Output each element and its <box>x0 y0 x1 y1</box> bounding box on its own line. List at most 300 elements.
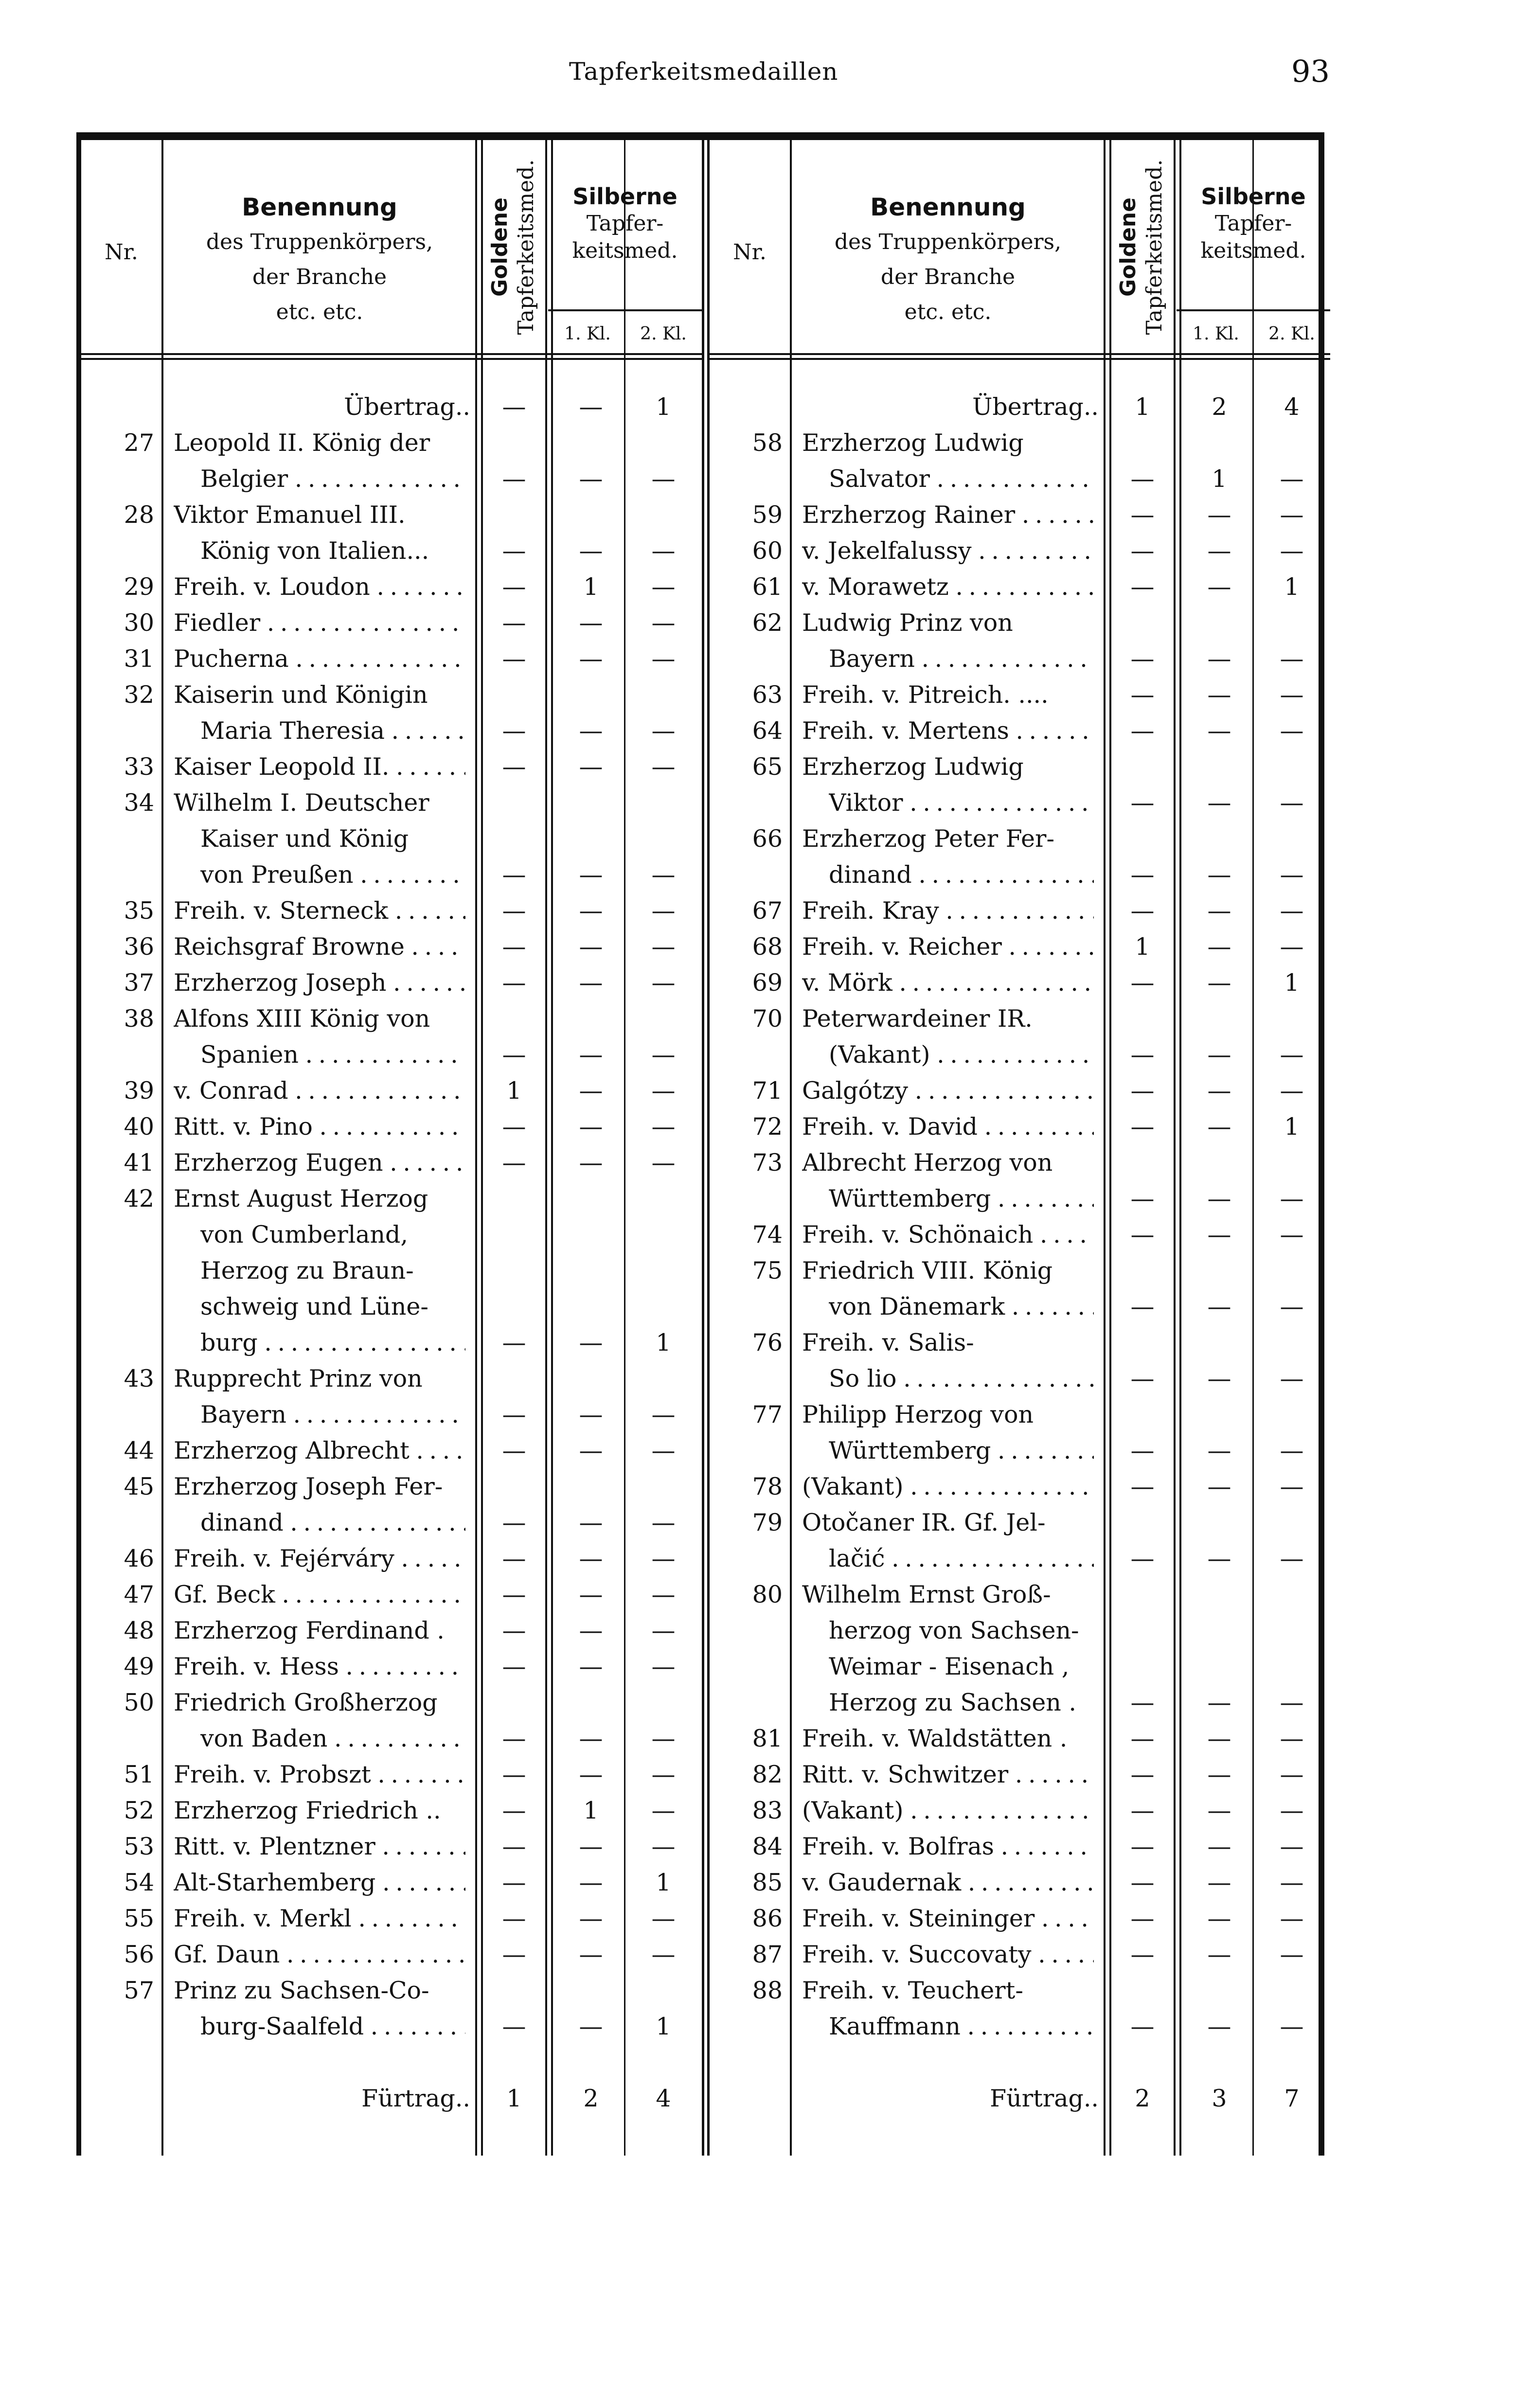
header-nr: Nr. <box>733 240 767 265</box>
row-goldene-value: — <box>502 753 526 781</box>
header-goldene-line1: Goldene <box>1116 197 1141 297</box>
table-row <box>710 537 1330 573</box>
row-silber-kl2-value: — <box>1280 1761 1304 1788</box>
row-designation-text: Otočaner IR. Gf. Jel- <box>802 1509 1046 1536</box>
row-silber-kl1-value: — <box>1207 1797 1231 1824</box>
row-designation-text: Freih. v. Schönaich <box>802 1221 1034 1249</box>
row-number: 55 <box>124 1905 154 1932</box>
row-silber-kl1-value: — <box>1207 2013 1231 2040</box>
table-row <box>81 825 702 861</box>
row-designation-text: Herzog zu Braun- <box>200 1257 414 1284</box>
row-number: 85 <box>752 1869 783 1896</box>
leader-dots <box>288 1077 465 1105</box>
row-silber-kl2-value: — <box>1280 861 1304 889</box>
row-silber-kl1-value: 1 <box>583 573 599 601</box>
table-row <box>81 1941 702 1977</box>
row-silber-kl2-value: 4 <box>656 2085 671 2112</box>
row-designation-text: Erzherzog Friedrich .. <box>174 1797 441 1824</box>
row-designation <box>829 861 1094 889</box>
leader-dots <box>388 897 465 925</box>
table-row <box>81 573 702 609</box>
row-number: 60 <box>752 537 783 565</box>
row-silber-kl2-value: — <box>651 1761 676 1788</box>
row-goldene-value: — <box>502 1617 526 1644</box>
header-silberne-title: Silberne <box>572 183 678 210</box>
row-designation-text: Erzherzog Joseph <box>174 969 387 997</box>
row-designation-text: Fürtrag.. <box>361 2085 470 2112</box>
table-row <box>81 429 702 465</box>
row-number: 50 <box>124 1689 154 1716</box>
row-number: 88 <box>752 1977 783 2004</box>
row-silber-kl1-value: 2 <box>583 2085 599 2112</box>
row-number: 63 <box>752 681 783 709</box>
row-silber-kl1-value: — <box>579 1437 603 1464</box>
table-row <box>710 1365 1330 1401</box>
leader-dots <box>289 645 465 673</box>
table-row <box>710 969 1330 1005</box>
row-goldene-value: — <box>502 1905 526 1932</box>
header-benennung-line: der Branche <box>880 265 1016 289</box>
row-designation <box>174 1905 465 1932</box>
row-goldene-value: — <box>502 1653 526 1680</box>
row-designation <box>174 1365 465 1392</box>
table-row <box>710 1761 1330 1797</box>
table-row <box>81 1401 702 1437</box>
table-row <box>710 1725 1330 1761</box>
row-designation <box>829 645 1094 673</box>
row-designation <box>802 1869 1094 1896</box>
row-goldene-value: — <box>1130 1473 1155 1500</box>
row-designation <box>802 717 1094 745</box>
row-designation-text: So lio <box>829 1365 897 1392</box>
header-silberne-subrule <box>548 309 702 311</box>
row-designation-text: Alfons XIII König von <box>174 1005 430 1033</box>
row-designation-text: Erzherzog Eugen <box>174 1149 383 1177</box>
row-number: 46 <box>124 1545 154 1572</box>
leader-dots <box>375 1869 465 1896</box>
row-number: 58 <box>752 429 783 457</box>
row-designation-text: (Vakant) <box>829 1041 930 1069</box>
row-silber-kl2-value: — <box>651 1077 676 1105</box>
row-designation-text: Freih. v. Pitreich. .... <box>802 681 1049 709</box>
row-designation <box>802 1833 1094 1860</box>
row-silber-kl2-value: — <box>651 1581 676 1608</box>
row-silber-kl1-value: — <box>579 1149 603 1177</box>
row-designation <box>802 1905 1094 1932</box>
row-designation-text: Fürtrag.. <box>990 2085 1099 2112</box>
row-silber-kl1-value: — <box>1207 1041 1231 1069</box>
row-designation <box>802 1797 1094 1824</box>
row-number: 52 <box>124 1797 154 1824</box>
leader-dots <box>383 1149 466 1177</box>
row-silber-kl2-value: — <box>1280 1833 1304 1860</box>
table-row <box>81 1257 702 1293</box>
table-row <box>710 1617 1330 1653</box>
row-silber-kl1-value: — <box>1207 573 1231 601</box>
row-silber-kl1-value: — <box>579 1833 603 1860</box>
row-designation <box>200 1725 465 1752</box>
row-goldene-value: — <box>502 1761 526 1788</box>
table-row <box>710 861 1330 897</box>
row-silber-kl2-value: — <box>1280 1869 1304 1896</box>
row-goldene-value: — <box>1130 861 1155 889</box>
row-number: 42 <box>124 1185 154 1213</box>
row-silber-kl2-value: — <box>651 1941 676 1968</box>
leader-dots <box>978 1113 1094 1141</box>
row-number: 71 <box>752 1077 783 1105</box>
table-row <box>81 1113 702 1149</box>
row-designation <box>829 1545 1094 1572</box>
row-silber-kl1-value: — <box>579 1761 603 1788</box>
row-number: 77 <box>752 1401 783 1428</box>
header-benennung <box>164 190 475 330</box>
row-goldene-value: — <box>1130 645 1155 673</box>
row-silber-kl2-value: — <box>1280 1365 1304 1392</box>
row-goldene-value: — <box>1130 897 1155 925</box>
row-silber-kl1-value: — <box>1207 969 1231 997</box>
row-goldene-value: — <box>502 393 526 421</box>
row-number: 45 <box>124 1473 154 1500</box>
table-row <box>81 1617 702 1653</box>
header-benennung-title: Benennung <box>242 193 397 221</box>
row-goldene-value: — <box>1130 1761 1155 1788</box>
row-silber-kl1-value: — <box>1207 1905 1231 1932</box>
row-designation-text: Erzherzog Joseph Fer- <box>174 1473 443 1500</box>
row-silber-kl2-value: — <box>1280 465 1304 493</box>
row-designation-text: Weimar - Eisenach , <box>829 1653 1070 1680</box>
row-designation-text: herzog von Sachsen- <box>829 1617 1079 1644</box>
row-designation <box>829 465 1094 493</box>
row-goldene-value: — <box>1130 969 1155 997</box>
leader-dots <box>352 1905 465 1932</box>
leader-dots <box>1032 1941 1094 1968</box>
row-goldene-value: — <box>1130 789 1155 817</box>
header-benennung-line: des Truppenkörpers, <box>206 230 433 254</box>
table-row <box>81 1509 702 1545</box>
header-benennung-line: etc. etc. <box>276 300 363 324</box>
table-row <box>81 1545 702 1581</box>
row-goldene-value: — <box>1130 2013 1155 2040</box>
row-silber-kl2-value: — <box>1280 2013 1304 2040</box>
row-designation <box>802 609 1094 637</box>
row-number: 28 <box>124 501 154 529</box>
header-benennung-line: etc. etc. <box>904 300 992 324</box>
row-designation <box>174 1005 465 1033</box>
row-designation-text: Freih. v. David <box>802 1113 978 1141</box>
row-designation-text: Übertrag.. <box>972 393 1099 421</box>
row-silber-kl1-value: — <box>1207 1113 1231 1141</box>
leader-dots <box>885 1545 1094 1572</box>
row-designation-text: Erzherzog Ludwig <box>802 429 1024 457</box>
row-silber-kl2-value: — <box>1280 1473 1304 1500</box>
table-row <box>710 501 1330 537</box>
leader-dots <box>339 1653 465 1680</box>
row-goldene-value: — <box>1130 1077 1155 1105</box>
header-goldene-line2: Tapferkeitsmed. <box>514 159 538 335</box>
leader-dots <box>961 2013 1094 2040</box>
table-row <box>81 1185 702 1221</box>
table-half-left <box>81 140 702 2156</box>
header-goldene <box>481 150 545 344</box>
row-silber-kl1-value: — <box>1207 1689 1231 1716</box>
row-silber-kl2-value: — <box>1280 717 1304 745</box>
row-silber-kl2-value: — <box>651 1041 676 1069</box>
row-goldene-value: — <box>502 717 526 745</box>
row-designation <box>174 1941 465 1968</box>
leader-dots <box>1034 1905 1094 1932</box>
row-silber-kl1-value: — <box>579 969 603 997</box>
table-row <box>710 933 1330 969</box>
row-designation-text: Belgier <box>200 465 288 493</box>
row-designation <box>174 1185 465 1213</box>
table-row <box>710 393 1330 429</box>
table-row <box>81 1437 702 1473</box>
table-row <box>710 1329 1330 1365</box>
row-silber-kl1-value: — <box>579 609 603 637</box>
row-designation-text: Freih. v. Sterneck <box>174 897 389 925</box>
row-designation-text: Freih. v. Mertens <box>802 717 1009 745</box>
row-designation <box>200 537 465 565</box>
leader-dots <box>912 861 1094 889</box>
leader-dots <box>1033 1221 1094 1249</box>
row-silber-kl1-value: — <box>579 1545 603 1572</box>
leader-dots <box>385 717 465 745</box>
row-goldene-value: — <box>502 861 526 889</box>
row-silber-kl2-value: 1 <box>1284 573 1300 601</box>
row-silber-kl1-value: — <box>1207 1365 1231 1392</box>
row-designation-text: Kaiser und König <box>200 825 409 853</box>
row-goldene-value: — <box>502 573 526 601</box>
leader-dots <box>405 933 465 961</box>
row-designation-text: lačić <box>829 1545 885 1572</box>
row-silber-kl1-value: — <box>579 897 603 925</box>
table-row <box>710 1653 1330 1689</box>
row-number: 39 <box>124 1077 154 1105</box>
leader-dots <box>904 1473 1094 1500</box>
row-designation-text: Leopold II. König der <box>174 429 430 457</box>
row-designation <box>174 1437 465 1464</box>
row-designation-text: Reichsgraf Browne <box>174 933 405 961</box>
row-goldene-value: 1 <box>506 1077 522 1105</box>
row-number: 72 <box>752 1113 783 1141</box>
row-silber-kl1-value: — <box>1207 1833 1231 1860</box>
table-row <box>81 2049 702 2085</box>
row-designation <box>200 1221 465 1249</box>
table-row <box>710 1869 1330 1905</box>
row-number: 69 <box>752 969 783 997</box>
table-row <box>710 1545 1330 1581</box>
header-goldene-line1: Goldene <box>487 197 512 297</box>
row-number: 37 <box>124 969 154 997</box>
header-silberne-title: Silberne <box>1201 183 1306 210</box>
row-number: 29 <box>124 573 154 601</box>
leader-dots <box>299 1041 465 1069</box>
running-head <box>0 54 1516 96</box>
row-designation <box>802 1761 1094 1788</box>
leader-dots <box>275 1581 465 1608</box>
table-row <box>81 1329 702 1365</box>
leader-dots <box>991 1437 1094 1464</box>
row-goldene-value: 2 <box>1135 2085 1150 2112</box>
table-row <box>81 1005 702 1041</box>
header-kl1: 1. Kl. <box>1193 324 1239 344</box>
table-row <box>710 789 1330 825</box>
row-goldene-value: 1 <box>1135 393 1150 421</box>
row-designation <box>829 789 1094 817</box>
row-designation <box>829 1437 1094 1464</box>
table-row <box>81 501 702 537</box>
row-goldene-value: — <box>502 1941 526 1968</box>
row-silber-kl1-value: — <box>579 1941 603 1968</box>
row-silber-kl1-value: — <box>1207 717 1231 745</box>
row-designation <box>802 1221 1094 1249</box>
row-number: 43 <box>124 1365 154 1392</box>
row-silber-kl2-value: — <box>651 861 676 889</box>
table-row <box>81 897 702 933</box>
table-row <box>710 1221 1330 1257</box>
row-silber-kl1-value: — <box>579 717 603 745</box>
table-row <box>81 753 702 789</box>
row-silber-kl2-value: — <box>651 537 676 565</box>
row-silber-kl1-value: 1 <box>583 1797 599 1824</box>
row-designation <box>802 1401 1094 1428</box>
row-number: 34 <box>124 789 154 817</box>
row-designation-text: Herzog zu Sachsen . <box>829 1689 1076 1716</box>
row-number: 30 <box>124 609 154 637</box>
row-designation <box>174 1797 465 1824</box>
row-designation-text: Übertrag.. <box>344 393 470 421</box>
row-designation <box>802 1257 1094 1284</box>
table-row <box>81 789 702 825</box>
row-designation <box>829 1365 1094 1392</box>
row-designation <box>174 1617 465 1644</box>
table-row <box>81 933 702 969</box>
row-designation-text: Freih. v. Steininger <box>802 1905 1035 1932</box>
row-designation-text: Freih. v. Bolfras <box>802 1833 994 1860</box>
leader-dots <box>904 1797 1094 1824</box>
row-designation <box>174 1653 465 1680</box>
row-designation-text: Ritt. v. Pino <box>174 1113 313 1141</box>
row-silber-kl1-value: — <box>1207 933 1231 961</box>
row-designation-text: Freih. v. Reicher <box>802 933 1002 961</box>
row-designation <box>174 1833 465 1860</box>
row-number: 86 <box>752 1905 783 1932</box>
row-designation <box>802 1581 1094 1608</box>
row-silber-kl2-value: — <box>651 933 676 961</box>
table-top-rule <box>76 132 1324 140</box>
row-designation-text: v. Gaudernak <box>802 1869 962 1896</box>
row-silber-kl1-value: — <box>579 1869 603 1896</box>
row-designation <box>200 1401 465 1428</box>
row-designation <box>829 1653 1094 1680</box>
table-row <box>81 609 702 645</box>
table-row <box>81 1365 702 1401</box>
row-designation <box>174 681 465 709</box>
leader-dots <box>903 789 1094 817</box>
row-number: 78 <box>752 1473 783 1500</box>
row-designation-text: Wilhelm I. Deutscher <box>174 789 429 817</box>
row-silber-kl1-value: — <box>1207 897 1231 925</box>
row-silber-kl1-value: — <box>1207 1869 1231 1896</box>
table-row <box>81 1761 702 1797</box>
row-silber-kl1-value: — <box>1207 861 1231 889</box>
leader-dots <box>892 969 1094 997</box>
row-number: 62 <box>752 609 783 637</box>
row-designation-text: Freih. v. Hess <box>174 1653 339 1680</box>
leader-dots <box>364 2013 465 2040</box>
row-silber-kl2-value: — <box>1280 789 1304 817</box>
header-silberne <box>548 183 702 265</box>
table-row <box>710 1689 1330 1725</box>
table-row <box>710 1581 1330 1617</box>
leader-dots <box>258 1329 465 1356</box>
row-designation <box>200 825 465 853</box>
row-number: 36 <box>124 933 154 961</box>
row-goldene-value: — <box>502 1401 526 1428</box>
row-designation-text: Maria Theresia <box>200 717 385 745</box>
row-silber-kl1-value: — <box>1207 501 1231 529</box>
row-number: 67 <box>752 897 783 925</box>
row-designation <box>174 1077 465 1105</box>
table-row <box>81 1725 702 1761</box>
table-row <box>81 1653 702 1689</box>
row-number: 53 <box>124 1833 154 1860</box>
table-row <box>710 717 1330 753</box>
row-number: 44 <box>124 1437 154 1464</box>
row-silber-kl1-value: — <box>579 645 603 673</box>
table-row <box>710 1149 1330 1185</box>
row-designation-text: Kauffmann <box>829 2013 961 2040</box>
row-designation <box>174 645 465 673</box>
row-goldene-value: — <box>1130 501 1155 529</box>
table-row <box>81 969 702 1005</box>
row-designation-text: Ritt. v. Plentzner <box>174 1833 375 1860</box>
row-goldene-value: — <box>502 645 526 673</box>
leader-dots <box>284 1509 465 1536</box>
table-row <box>81 1833 702 1869</box>
row-silber-kl2-value: — <box>1280 1185 1304 1213</box>
row-silber-kl1-value: — <box>579 1077 603 1105</box>
row-silber-kl2-value: — <box>651 1617 676 1644</box>
row-goldene-value: — <box>502 1833 526 1860</box>
table-row <box>710 1833 1330 1869</box>
row-designation-text: Pucherna <box>174 645 289 673</box>
leader-dots <box>939 897 1094 925</box>
leader-dots <box>375 1833 465 1860</box>
row-designation-text: Alt-Starhemberg <box>174 1869 376 1896</box>
row-designation-text: Freih. v. Probszt <box>174 1761 371 1788</box>
row-designation-text: dinand <box>829 861 912 889</box>
row-designation-text: Galgótzy <box>802 1077 909 1105</box>
row-goldene-value: — <box>502 465 526 493</box>
table-row <box>710 429 1330 465</box>
row-silber-kl1-value: — <box>579 1725 603 1752</box>
table-row <box>710 1185 1330 1221</box>
row-designation <box>200 465 465 493</box>
row-goldene-value: — <box>1130 1437 1155 1464</box>
row-silber-kl1-value: — <box>1207 1293 1231 1320</box>
row-designation <box>174 1689 465 1716</box>
row-designation-text: Bayern <box>200 1401 286 1428</box>
row-designation <box>174 897 465 925</box>
row-designation <box>802 825 1094 853</box>
row-number: 74 <box>752 1221 783 1249</box>
row-silber-kl1-value: — <box>1207 681 1231 709</box>
row-designation-text: Peterwardeiner IR. <box>802 1005 1033 1033</box>
row-designation-text: Ludwig Prinz von <box>802 609 1013 637</box>
row-silber-kl1-value: 3 <box>1212 2085 1227 2112</box>
row-silber-kl2-value: 1 <box>1284 969 1300 997</box>
